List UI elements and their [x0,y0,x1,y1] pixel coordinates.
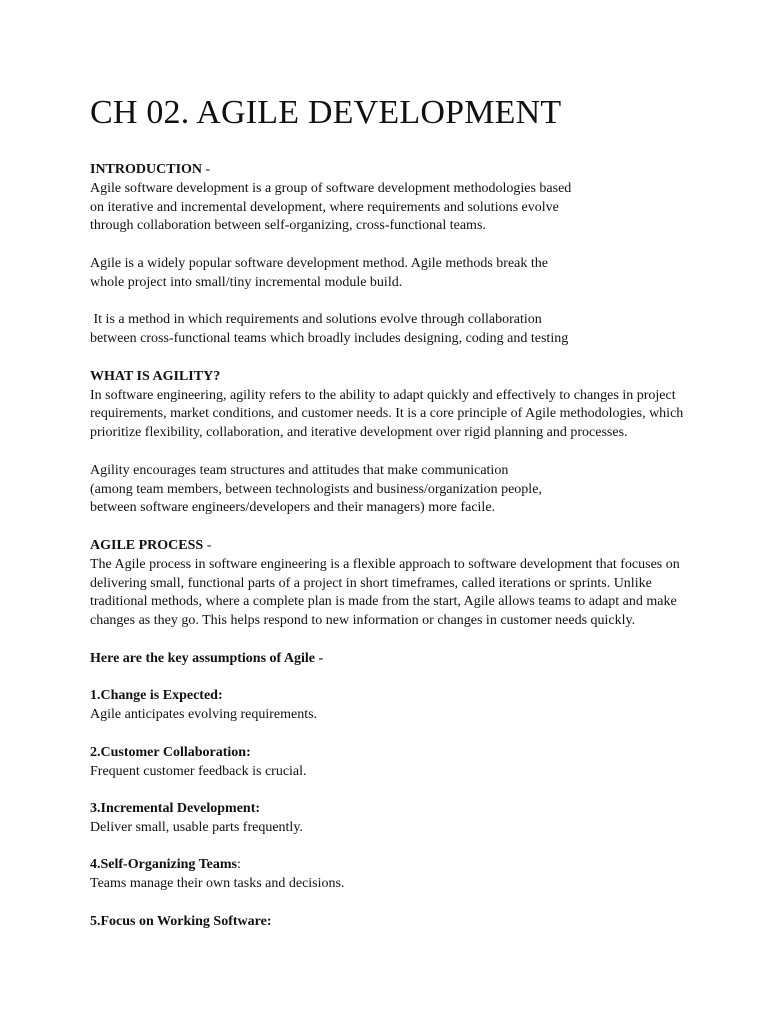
assumption-title [90,913,728,932]
paragraph-line: requirements, market conditions, and customer needs. It is a core principle of Agile methodologies, which [90,406,684,422]
paragraph-line: on iterative and incremental development, where requirements and solutions evolve [90,199,559,215]
paragraph-line: prioritize flexibility, collaboration, and iterative development over rigid planning and processes. [90,425,628,441]
paragraph-line: between software engineers/developers and their managers) more facile. [90,500,496,516]
introduction-heading-text: INTRODUCTION [90,162,203,177]
introduction-heading [90,161,728,180]
paragraph-gap [90,838,728,857]
assumption-desc: Teams manage their own tasks and decisions. [90,876,345,892]
paragraph-line: (among team members, between technologists and business/organization people, [90,481,542,497]
assumption-title [90,856,728,875]
paragraph-line: In software engineering, agility refers to the ability to adapt quickly and effectively to changes in project [90,387,676,403]
paragraph-line: The Agile process in software engineering is a flexible approach to software development that focuses on [90,556,680,572]
page-title: CH 02. AGILE DEVELOPMENT [90,94,562,131]
assumption-title-text: 5.Focus on Working Software: [90,913,272,929]
assumption-title-suffix: : [237,857,241,873]
assumption-title [90,800,728,819]
paragraph-line: through collaboration between self-organizing, cross-functional teams. [90,218,486,234]
paragraph-line: delivering small, functional parts of a project in short timeframes, called iterations or sprints. Unlike [90,575,652,591]
paragraph-line: It is a method in which requirements and solutions evolve through collaboration [90,312,542,328]
assumption-title-text: 2.Customer Collaboration: [90,744,251,760]
assumption-title-text: 3.Incremental Development: [90,801,261,817]
process-heading [90,537,728,556]
paragraph-gap [90,443,728,462]
paragraph-line: Agile is a widely popular software development method. Agile methods break the [90,255,548,271]
paragraph-gap [90,894,728,913]
process-heading-text: AGILE PROCESS [90,537,204,553]
assumption-title [90,744,728,763]
process-heading-suffix: - [203,537,212,553]
paragraph-line: Agile software development is a group of software development methodologies based [90,180,572,196]
paragraph-gap [90,781,728,800]
paragraph-gap [90,669,728,688]
introduction-heading-suffix: - [202,162,211,177]
agility-section [90,368,728,537]
introduction-section [90,161,728,368]
paragraph-line: between cross-functional teams which broadly includes designing, coding and testing [90,331,569,347]
assumption-title-text: 1.Change is Expected: [90,688,223,704]
assumption-title-text: 4.Self-Organizing Teams [90,857,238,873]
paragraph-gap [90,349,728,368]
assumption-desc: Agile anticipates evolving requirements. [90,707,318,723]
process-section [90,537,728,650]
paragraph-gap [90,631,728,650]
paragraph-gap [90,236,728,255]
agility-heading: WHAT IS AGILITY? [90,368,221,384]
assumption-title [90,687,728,706]
paragraph-gap [90,518,728,537]
paragraph-line: traditional methods, where a complete plan is made from the start, Agile allows teams to adapt and make [90,594,677,610]
assumptions-section [90,650,728,932]
assumption-desc: Deliver small, usable parts frequently. [90,819,303,835]
paragraph-gap [90,293,728,312]
paragraph-line: changes as they go. This helps respond to new information or changes in customer needs quickly. [90,613,636,629]
paragraph-line: Agility encourages team structures and attitudes that make communication [90,462,509,478]
assumption-desc: Frequent customer feedback is crucial. [90,763,307,779]
assumptions-heading: Here are the key assumptions of Agile - [90,650,324,666]
paragraph-line: whole project into small/tiny incremental module build. [90,274,403,290]
paragraph-gap [90,725,728,744]
